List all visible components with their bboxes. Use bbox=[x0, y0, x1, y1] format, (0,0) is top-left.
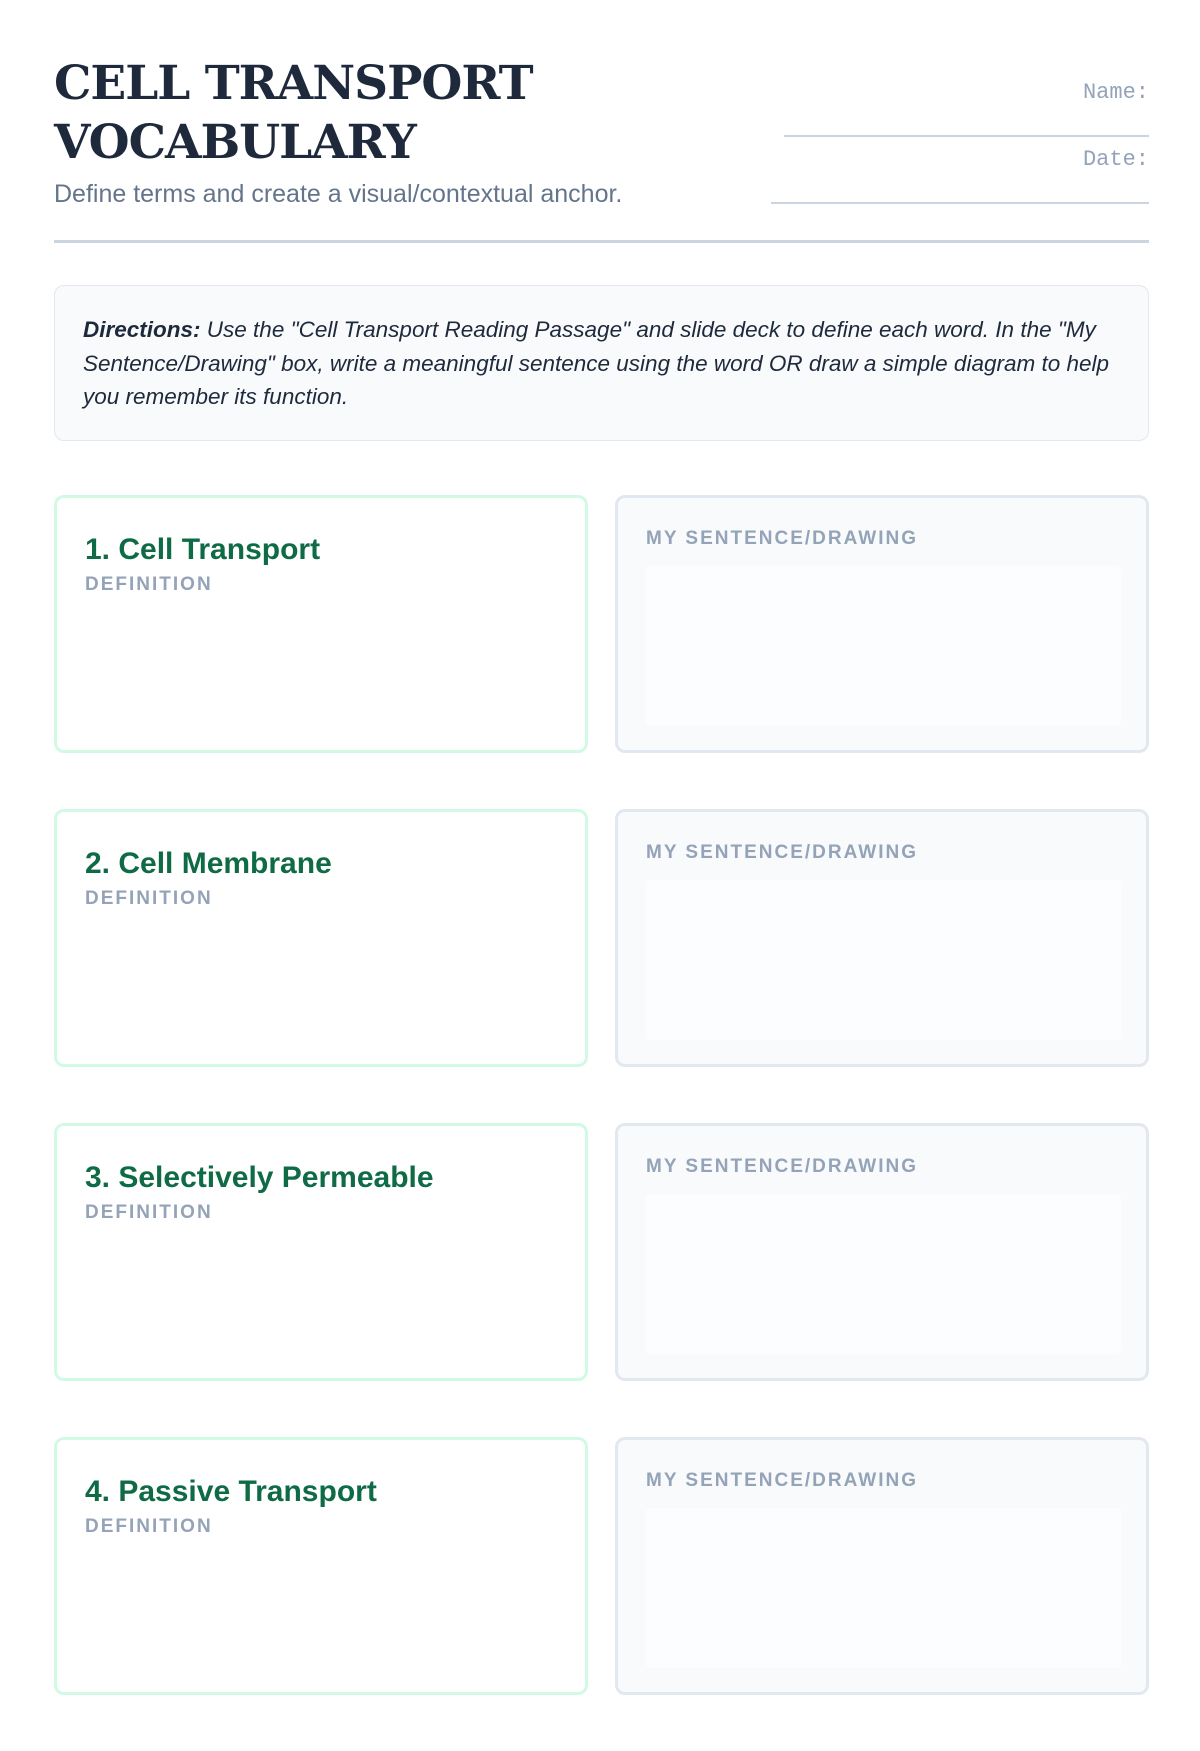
definition-writing-area[interactable] bbox=[85, 922, 557, 1044]
vocab-list bbox=[54, 495, 1149, 1751]
vocab-row bbox=[54, 495, 1149, 753]
student-info bbox=[749, 80, 1149, 214]
worksheet-header bbox=[54, 54, 1149, 244]
sentence-drawing-area[interactable] bbox=[646, 566, 1121, 726]
vocab-row bbox=[54, 809, 1149, 1067]
page-subtitle: Define terms and create a visual/contextual anchor. bbox=[54, 180, 623, 208]
page-title-line-1: CELL TRANSPORT bbox=[54, 56, 533, 111]
definition-writing-area[interactable] bbox=[85, 608, 557, 730]
definition-label: DEFINITION bbox=[85, 574, 213, 595]
sentence-drawing-label: MY SENTENCE/DRAWING bbox=[646, 1156, 919, 1177]
directions-box bbox=[54, 285, 1149, 441]
definition-card bbox=[54, 495, 588, 753]
date-blank-line[interactable] bbox=[771, 202, 1149, 204]
vocab-row bbox=[54, 1123, 1149, 1381]
definition-card bbox=[54, 1123, 588, 1381]
sentence-drawing-card bbox=[615, 1437, 1149, 1695]
page-title-line-2: VOCABULARY bbox=[54, 115, 416, 170]
date-field[interactable] bbox=[749, 147, 1149, 214]
header-divider bbox=[54, 240, 1149, 243]
vocab-term: 3. Selectively Permeable bbox=[85, 1161, 434, 1194]
date-label: Date: bbox=[1082, 147, 1149, 172]
definition-card bbox=[54, 809, 588, 1067]
sentence-drawing-card bbox=[615, 809, 1149, 1067]
vocab-term: 4. Passive Transport bbox=[85, 1475, 377, 1508]
definition-label: DEFINITION bbox=[85, 888, 213, 909]
sentence-drawing-label: MY SENTENCE/DRAWING bbox=[646, 842, 919, 863]
name-field[interactable] bbox=[749, 80, 1149, 147]
sentence-drawing-label: MY SENTENCE/DRAWING bbox=[646, 1470, 919, 1491]
definition-label: DEFINITION bbox=[85, 1202, 213, 1223]
directions-lead: Directions: bbox=[83, 317, 201, 342]
vocab-term: 1. Cell Transport bbox=[85, 533, 321, 566]
page-title bbox=[54, 54, 574, 172]
sentence-drawing-area[interactable] bbox=[646, 880, 1121, 1040]
sentence-drawing-area[interactable] bbox=[646, 1194, 1121, 1354]
vocab-term: 2. Cell Membrane bbox=[85, 847, 332, 880]
vocab-row bbox=[54, 1437, 1149, 1695]
sentence-drawing-area[interactable] bbox=[646, 1508, 1121, 1668]
name-blank-line[interactable] bbox=[784, 135, 1149, 137]
definition-writing-area[interactable] bbox=[85, 1236, 557, 1358]
definition-writing-area[interactable] bbox=[85, 1550, 557, 1672]
definition-card bbox=[54, 1437, 588, 1695]
sentence-drawing-card bbox=[615, 495, 1149, 753]
sentence-drawing-label: MY SENTENCE/DRAWING bbox=[646, 528, 919, 549]
sentence-drawing-card bbox=[615, 1123, 1149, 1381]
definition-label: DEFINITION bbox=[85, 1516, 213, 1537]
name-label: Name: bbox=[1082, 80, 1149, 105]
directions-text: Use the "Cell Transport Reading Passage" and slide deck to define each word. In the "My Sentence/Drawing" box, write a meaningful sentence using the word OR draw a simple diagram to help you remember its function. bbox=[83, 317, 1110, 409]
